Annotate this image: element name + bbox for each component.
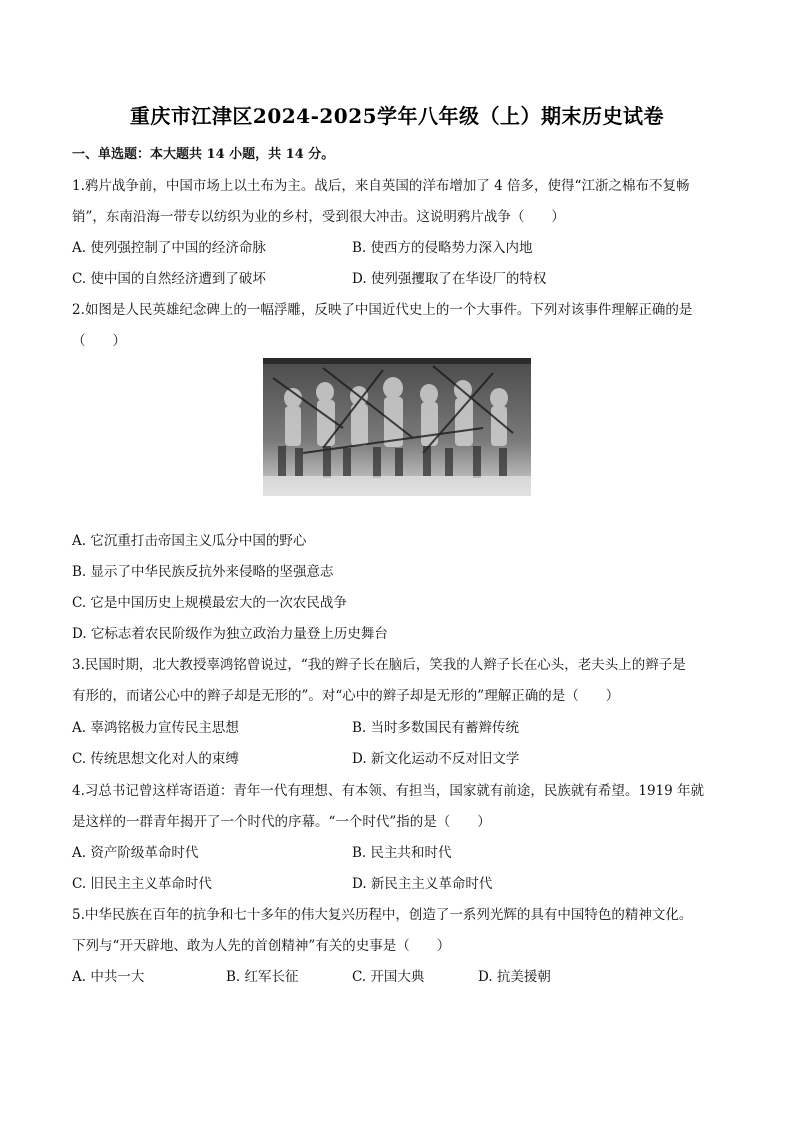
q3-stem-line-1: 3.民国时期，北大教授辜鸿铭曾说过，“我的辫子长在脑后，笑我的人辫子长在心头，老夫头上的辫子是 [72,657,686,673]
exam-title: 重庆市江津区2024-2025学年八年级（上）期末历史试卷 [129,104,665,128]
q1-stem-line-2: 销”，东南沿海一带专以纺织为业的乡村，受到很大冲击。这说明鸦片战争（ ） [72,209,565,225]
q4-option-b: B. 民主共和时代 [352,845,452,861]
q4-stem-line-1: 4.习总书记曾这样寄语道：青年一代有理想、有本领、有担当，国家就有前途，民族就有希望。1919 年就 [72,783,705,799]
q4-stem-line-2: 是这样的一群青年揭开了一个时代的序幕。“一个时代”指的是（ ） [72,814,491,830]
q2-option-b: B. 显示了中华民族反抗外来侵略的坚强意志 [72,564,334,580]
q3-option-d: D. 新文化运动不反对旧文学 [352,751,520,767]
q2-option-a: A. 它沉重打击帝国主义瓜分中国的野心 [72,533,307,549]
q5-option-a: A. 中共一大 [72,969,145,985]
q2-option-c: C. 它是中国历史上规模最宏大的一次农民战争 [72,595,347,611]
q3-option-b: B. 当时多数国民有蓄辫传统 [352,720,520,736]
q3-option-a: A. 辜鸿铭极力宣传民主思想 [72,720,239,736]
q1-option-c: C. 使中国的自然经济遭到了破坏 [72,271,266,287]
q5-option-d: D. 抗美援朝 [478,969,551,985]
relief-sculpture-image [263,358,531,496]
q1-stem-line-1: 1.鸦片战争前，中国市场上以土布为主。战后，来自英国的洋布增加了 4 倍多，使得“江浙之棉布不复畅 [72,178,690,194]
q3-stem-line-2: 有形的，而诸公心中的辫子却是无形的”。对“心中的辫子却是无形的”理解正确的是（ ） [72,688,620,704]
q2-stem-line-1: 2.如图是人民英雄纪念碑上的一幅浮雕，反映了中国近代史上的一个大事件。下列对该事件理解正确的是 [72,302,693,318]
q1-option-a: A. 使列强控制了中国的经济命脉 [72,240,266,256]
q1-option-d: D. 使列强攫取了在华设厂的特权 [352,271,547,287]
q2-stem-line-2: （ ） [72,333,126,349]
q5-option-b: B. 红军长征 [226,969,299,985]
q3-option-c: C. 传统思想文化对人的束缚 [72,751,239,767]
q5-option-c: C. 开国大典 [352,969,425,985]
q4-option-a: A. 资产阶级革命时代 [72,845,199,861]
section-heading: 一、单选题：本大题共 14 小题，共 14 分。 [72,147,335,162]
q5-stem-line-2: 下列与“开天辟地、敢为人先的首创精神”有关的史事是（ ） [72,938,451,954]
q4-option-c: C. 旧民主主义革命时代 [72,876,212,892]
q5-stem-line-1: 5.中华民族在百年的抗争和七十多年的伟大复兴历程中，创造了一系列光辉的具有中国特色的精神文化。 [72,907,693,923]
q1-option-b: B. 使西方的侵略势力深入内地 [352,240,533,256]
q4-option-d: D. 新民主主义革命时代 [352,876,493,892]
q2-option-d: D. 它标志着农民阶级作为独立政治力量登上历史舞台 [72,626,388,642]
